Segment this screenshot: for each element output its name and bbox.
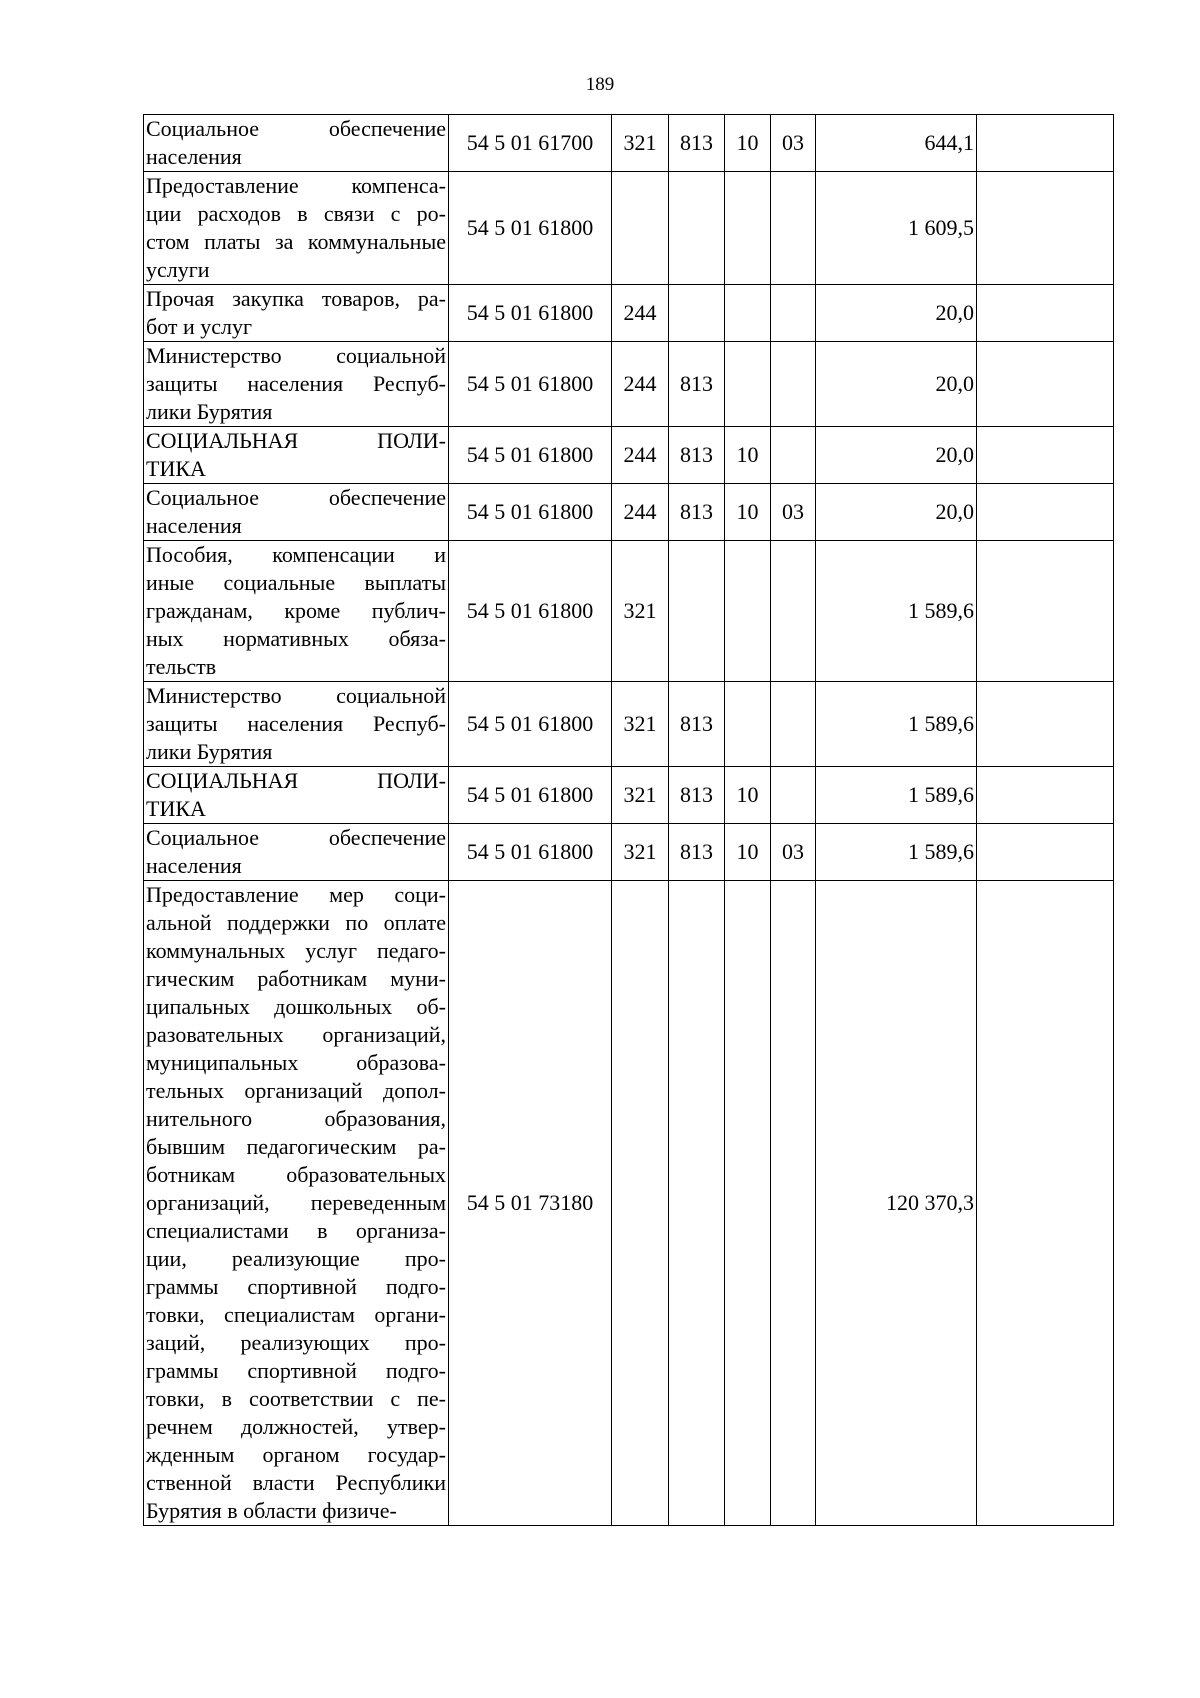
expense-type-code: 321: [612, 767, 669, 824]
row-name-line: специалистами в организа-: [146, 1218, 446, 1243]
row-name-line: разовательных организаций,: [146, 1022, 446, 1047]
ministry-code: [669, 285, 725, 342]
extra-column: [977, 115, 1114, 172]
section-code: 10: [725, 767, 771, 824]
row-name-line: тельных организаций допол-: [146, 1078, 446, 1103]
extra-column: [977, 541, 1114, 682]
amount-value: 20,0: [816, 484, 977, 541]
section-code: [725, 342, 771, 427]
extra-column: [977, 484, 1114, 541]
row-name-line: гическим работникам муни-: [146, 966, 446, 991]
target-article-code: 54 5 01 61800: [449, 172, 612, 285]
amount-value: 644,1: [816, 115, 977, 172]
section-code: 10: [725, 427, 771, 484]
row-name-line: лики Бурятия: [146, 739, 273, 764]
row-name-line: заций, реализующих про-: [146, 1330, 446, 1355]
section-code: [725, 682, 771, 767]
row-name: [144, 484, 449, 541]
row-name-line: ТИКА: [146, 456, 206, 481]
ministry-code: [669, 881, 725, 1526]
section-code: 10: [725, 824, 771, 881]
row-name-line: тельств: [146, 654, 217, 679]
row-name-line: населения: [146, 144, 242, 169]
table-row: [144, 881, 1114, 1526]
section-code: 10: [725, 115, 771, 172]
expense-type-code: 244: [612, 285, 669, 342]
row-name: [144, 342, 449, 427]
extra-column: [977, 172, 1114, 285]
ministry-code: 813: [669, 427, 725, 484]
extra-column: [977, 767, 1114, 824]
ministry-code: 813: [669, 682, 725, 767]
expense-type-code: 244: [612, 484, 669, 541]
target-article-code: 54 5 01 61800: [449, 682, 612, 767]
row-name-line: граммы спортивной подго-: [146, 1358, 446, 1383]
amount-value: 1 589,6: [816, 824, 977, 881]
subsection-code: 03: [771, 824, 816, 881]
row-name: [144, 285, 449, 342]
row-name-line: стом платы за коммунальные: [146, 229, 446, 254]
row-name-line: ТИКА: [146, 796, 206, 821]
target-article-code: 54 5 01 61700: [449, 115, 612, 172]
row-name-line: ственной власти Республики: [146, 1470, 446, 1495]
expense-type-code: [612, 172, 669, 285]
target-article-code: 54 5 01 61800: [449, 767, 612, 824]
ministry-code: 813: [669, 342, 725, 427]
row-name: [144, 767, 449, 824]
subsection-code: [771, 342, 816, 427]
row-name-line: Министерство социальной: [146, 683, 446, 708]
amount-value: 1 589,6: [816, 541, 977, 682]
extra-column: [977, 427, 1114, 484]
ministry-code: 813: [669, 767, 725, 824]
table-row: [144, 342, 1114, 427]
expense-type-code: 244: [612, 427, 669, 484]
row-name: [144, 541, 449, 682]
expense-type-code: [612, 881, 669, 1526]
subsection-code: [771, 682, 816, 767]
amount-value: 20,0: [816, 285, 977, 342]
row-name-line: жденным органом государ-: [146, 1442, 446, 1467]
expense-type-code: 244: [612, 342, 669, 427]
amount-value: 1 609,5: [816, 172, 977, 285]
ministry-code: 813: [669, 115, 725, 172]
ministry-code: 813: [669, 484, 725, 541]
extra-column: [977, 682, 1114, 767]
expense-type-code: 321: [612, 824, 669, 881]
ministry-code: [669, 172, 725, 285]
expense-type-code: 321: [612, 115, 669, 172]
row-name-line: иные социальные выплаты: [146, 570, 446, 595]
row-name-line: Пособия, компенсации и: [146, 542, 446, 567]
expense-type-code: 321: [612, 541, 669, 682]
row-name-line: товки, специалистам органи-: [146, 1302, 446, 1327]
row-name: [144, 881, 449, 1526]
row-name-line: услуги: [146, 257, 210, 282]
row-name-line: ции расходов в связи с ро-: [146, 201, 446, 226]
row-name-line: бот и услуг: [146, 314, 253, 339]
table-row: [144, 115, 1114, 172]
row-name-line: защиты населения Респуб-: [146, 711, 446, 736]
extra-column: [977, 881, 1114, 1526]
row-name-line: Социальное обеспечение: [146, 825, 446, 850]
target-article-code: 54 5 01 61800: [449, 541, 612, 682]
row-name-line: Министерство социальной: [146, 343, 446, 368]
row-name-line: защиты населения Респуб-: [146, 371, 446, 396]
row-name-line: Социальное обеспечение: [146, 485, 446, 510]
ministry-code: 813: [669, 824, 725, 881]
extra-column: [977, 285, 1114, 342]
subsection-code: 03: [771, 115, 816, 172]
page-number: 189: [585, 74, 615, 95]
subsection-code: [771, 427, 816, 484]
target-article-code: 54 5 01 61800: [449, 484, 612, 541]
table-row: [144, 427, 1114, 484]
row-name-line: альной поддержки по оплате: [146, 910, 446, 935]
row-name: [144, 682, 449, 767]
table-row: [144, 824, 1114, 881]
row-name-line: Прочая закупка товаров, ра-: [146, 286, 446, 311]
target-article-code: 54 5 01 61800: [449, 824, 612, 881]
section-code: [725, 881, 771, 1526]
row-name: [144, 172, 449, 285]
budget-table: [143, 114, 1114, 1526]
row-name-line: ботникам образовательных: [146, 1162, 446, 1187]
expense-type-code: 321: [612, 682, 669, 767]
row-name-line: коммунальных услуг педаго-: [146, 938, 446, 963]
table-row: [144, 285, 1114, 342]
ministry-code: [669, 541, 725, 682]
row-name-line: Бурятия в области физиче-: [146, 1498, 397, 1523]
row-name-line: нительного образования,: [146, 1106, 446, 1131]
row-name-line: СОЦИАЛЬНАЯ ПОЛИ-: [146, 768, 446, 793]
row-name-line: гражданам, кроме публич-: [146, 598, 446, 623]
row-name-line: речнем должностей, утвер-: [146, 1414, 446, 1439]
row-name-line: Социальное обеспечение: [146, 116, 446, 141]
row-name: [144, 427, 449, 484]
table-row: [144, 541, 1114, 682]
row-name-line: ции, реализующие про-: [146, 1246, 446, 1271]
row-name: [144, 824, 449, 881]
table-row: [144, 172, 1114, 285]
row-name-line: Предоставление компенса-: [146, 173, 446, 198]
row-name-line: граммы спортивной подго-: [146, 1274, 446, 1299]
amount-value: 20,0: [816, 342, 977, 427]
row-name: [144, 115, 449, 172]
section-code: [725, 541, 771, 682]
row-name-line: СОЦИАЛЬНАЯ ПОЛИ-: [146, 428, 446, 453]
row-name-line: ных нормативных обяза-: [146, 626, 446, 651]
subsection-code: [771, 285, 816, 342]
row-name-line: муниципальных образова-: [146, 1050, 446, 1075]
row-name-line: населения: [146, 513, 242, 538]
table-row: [144, 682, 1114, 767]
amount-value: 1 589,6: [816, 682, 977, 767]
amount-value: 20,0: [816, 427, 977, 484]
target-article-code: 54 5 01 73180: [449, 881, 612, 1526]
table-body: [144, 115, 1114, 1526]
amount-value: 1 589,6: [816, 767, 977, 824]
subsection-code: [771, 172, 816, 285]
row-name-line: организаций, переведенным: [146, 1190, 446, 1215]
row-name-line: товки, в соответствии с пе-: [146, 1386, 446, 1411]
target-article-code: 54 5 01 61800: [449, 427, 612, 484]
subsection-code: 03: [771, 484, 816, 541]
subsection-code: [771, 767, 816, 824]
row-name-line: населения: [146, 853, 242, 878]
row-name-line: Предоставление мер соци-: [146, 882, 446, 907]
row-name-line: ципальных дошкольных об-: [146, 994, 446, 1019]
subsection-code: [771, 541, 816, 682]
row-name-line: лики Бурятия: [146, 399, 273, 424]
target-article-code: 54 5 01 61800: [449, 342, 612, 427]
section-code: [725, 285, 771, 342]
amount-value: 120 370,3: [816, 881, 977, 1526]
extra-column: [977, 824, 1114, 881]
section-code: 10: [725, 484, 771, 541]
row-name-line: бывшим педагогическим ра-: [146, 1134, 446, 1159]
section-code: [725, 172, 771, 285]
table-row: [144, 484, 1114, 541]
extra-column: [977, 342, 1114, 427]
target-article-code: 54 5 01 61800: [449, 285, 612, 342]
table-row: [144, 767, 1114, 824]
subsection-code: [771, 881, 816, 1526]
